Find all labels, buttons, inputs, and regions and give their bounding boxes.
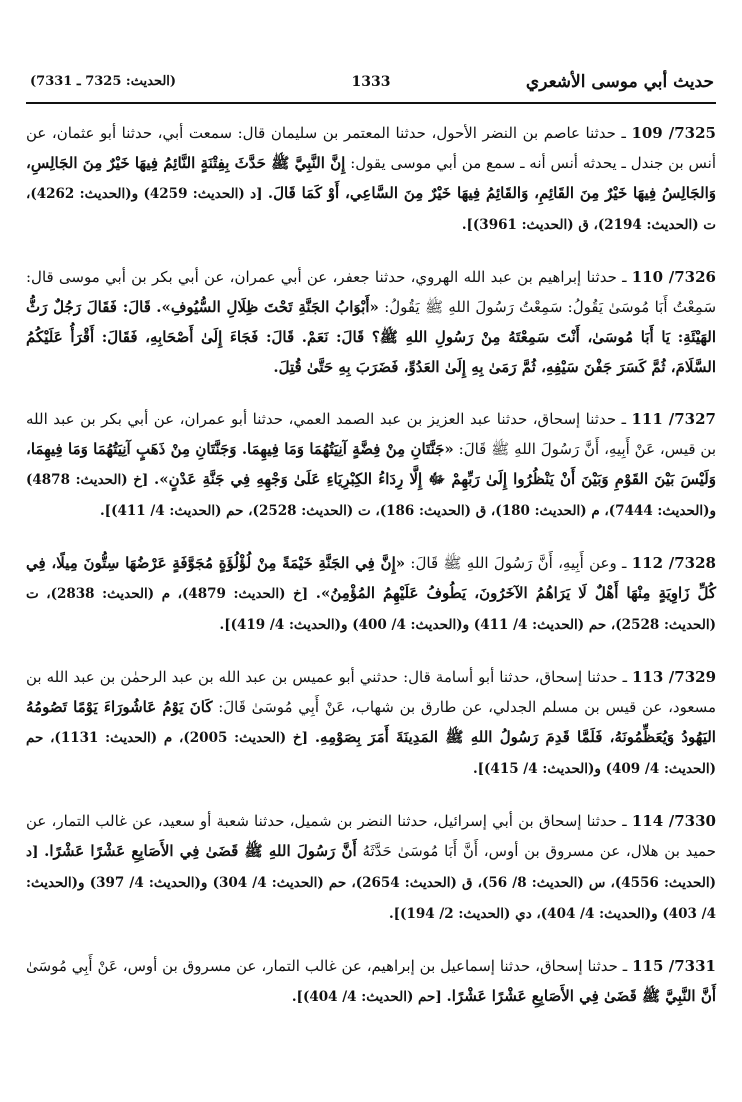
hadith-number: 7330/ 114 <box>631 812 716 830</box>
hadith-isnad: ـ وعن أَبِيهِ، أَنَّ رَسُولَ اللهِ ﷺ قَالَ: <box>410 554 627 572</box>
hadith-number: 7328/ 112 <box>631 554 716 572</box>
hadith-entry <box>26 404 716 526</box>
hadith-references: [خ (الحديث: 4879)، م (الحديث: 2838)، ت (الحديث: 2528)، حم (الحديث: 4/ 411) و(الحديث: 4/ 400) و(الحديث: 4/ 419)]. <box>26 586 716 633</box>
hadith-quote: «إِنَّ فِي الجَنَّةِ خَيْمَةً مِنْ لُؤْلُؤَةٍ مُجَوَّفَةٍ عَرْضُهَا سِتُّونَ مِيلًا، فِي كُلِّ زَاوِيَةٍ مِنْهَا أَهْلٌ لَا يَرَاهُمُ الآخَرُونَ، يَطُوفُ عَلَيْهِمُ المُؤْمِنُ». <box>26 554 716 602</box>
hadith-isnad: ـ حدثنا عاصم بن النضر الأحول، حدثنا المعتمر بن سليمان قال: سمعت أبي، حدثنا أبو عثمان، عن أنس بن جندل ـ يحدثه أنس أنه ـ سمع من أبي موسى يقول: <box>26 124 716 172</box>
hadith-matn: أَنَّ رَسُولَ اللهِ ﷺ قَضَىٰ فِي الأَصَابِعِ عَشْرًا عَشْرًا. <box>44 842 357 860</box>
hadith-entry <box>26 118 716 240</box>
hadith-matn: كَانَ يَوْمُ عَاشُورَاءَ يَوْمًا تَصُومُهُ اليَهُودُ وَيُعَظِّمُونَهُ، فَلَمَّا قَدِمَ رَسُولُ اللهِ ﷺ المَدِينَةَ أَمَرَ بِصَوْمِهِ. <box>26 698 716 746</box>
page-header <box>26 70 716 104</box>
hadith-quote: «أَبْوَابُ الجَنَّةِ تَحْتَ ظِلَالِ السُّيُوفِ». <box>156 298 379 316</box>
hadith-list <box>26 118 716 1034</box>
hadith-number: 7329/ 113 <box>632 668 717 686</box>
hadith-isnad: ـ حدثنا إسحاق، حدثنا إسماعيل بن إبراهيم، عن غالب التمار، عن مسروق بن أوس، عَنْ أَبِي مُوسَىٰ <box>26 957 628 975</box>
hadith-isnad: ـ حدثنا إسحاق بن أبي إسرائيل، حدثنا النضر بن شميل، حدثنا شعبة أو سعيد، عن غالب التمار، عن حميد بن هلال، عن مسروق بن أوس، أَنَّ أَبَا مُوسَىٰ حَدَّثَهُ <box>26 812 716 860</box>
hadith-number: 7325/ 109 <box>631 124 716 142</box>
hadith-references: [د (الحديث: 4556)، س (الحديث: 8/ 56)، ق (الحديث: 2654)، حم (الحديث: 4/ 304) و(الحديث: 4/ 397) و(الحديث: 4/ 403) و(الحديث: 4/ 404)، دي (الحديث: 2/ 194)]. <box>26 844 717 922</box>
hadith-entry <box>26 806 716 929</box>
hadith-entry <box>26 548 716 640</box>
book-page <box>26 0 716 1102</box>
hadith-quote: «جَنَّتَانِ مِنْ فِضَّةٍ آنِيَتُهُمَا وَمَا فِيهِمَا. وَجَنَّتَانِ مِنْ ذَهَبٍ آنِيَتُهُمَا وَمَا فِيهِمَا، وَلَيْسَ بَيْنَ القَوْمِ وَبَيْنَ أَنْ يَنْظُرُوا إِلَىٰ رَبِّهِمْ ﷻ إِلَّا رِدَاءُ الكِبْرِيَاءِ عَلَىٰ وَجْهِهِ فِي جَنَّةِ عَدْنٍ». <box>26 440 716 488</box>
chapter-title: حديث أبي موسى الأشعري <box>525 72 714 92</box>
hadith-matn: إِنَّ النَّبِيَّ ﷺ حَدَّثَ بِفِتْنَةٍ النَّائِمُ فِيهَا خَيْرٌ مِنَ الجَالِسِ، وَالجَالِسُ فِيهَا خَيْرٌ مِنَ القَائِمِ، وَالقَائِمُ فِيهَا خَيْرٌ مِنَ السَّاعِي، أَوْ كَمَا قَالَ. <box>26 154 716 202</box>
hadith-entry <box>26 662 716 784</box>
hadith-entry <box>26 262 716 382</box>
page-number: 1333 <box>351 74 391 90</box>
hadith-entry <box>26 951 716 1012</box>
hadith-isnad: ـ حدثنا إسحاق، حدثنا عبد العزيز بن عبد الصمد العمي، حدثنا أبو عمران، عن أبي بكر بن عبد الله بن قيس، عَنْ أَبِيهِ، أَنَّ رَسُولَ اللهِ ﷺ قَالَ: <box>26 410 716 458</box>
hadith-references: [حم (الحديث: 4/ 404)]. <box>291 989 442 1005</box>
hadith-number: 7326/ 110 <box>631 268 716 286</box>
hadith-references: [د (الحديث: 4259) و(الحديث: 4262)، ت (الحديث: 2194)، ق (الحديث: 3961)]. <box>26 186 716 233</box>
hadith-range: (الحديث: 7325 ـ 7331) <box>30 74 177 89</box>
hadith-matn: قَالَ: فَقَالَ رَجُلٌ رَثُّ الهَيْئَةِ: يَا أَبَا مُوسَىٰ، أَنْتَ سَمِعْتَهُ مِنْ رَسُولِ اللهِ ﷺ؟ قَالَ: نَعَمْ. قَالَ: فَجَاءَ إِلَىٰ أَصْحَابِهِ، فَقَالَ: أَقْرَأُ عَلَيْكُمُ السَّلَامَ، ثُمَّ كَسَرَ جَفْنَ سَيْفِهِ، ثُمَّ رَمَىٰ بِهِ إِلَىٰ العَدُوِّ، فَضَرَبَ بِهِ حَتَّىٰ قُتِلَ. <box>26 298 716 376</box>
hadith-isnad: ـ حدثنا إسحاق، حدثنا أبو أسامة قال: حدثني أبو عميس بن عبد الله بن عبد الرحمٰن بن عبد الله بن مسعود، عن قيس بن مسلم الجدلي، عن طارق بن شهاب، عَنْ أَبِي مُوسَىٰ قَالَ: <box>26 668 716 716</box>
hadith-matn: أَنَّ النَّبِيَّ ﷺ قَضَىٰ فِي الأَصَابِعِ عَشْرًا عَشْرًا. <box>446 987 716 1005</box>
hadith-number: 7331/ 115 <box>632 957 716 975</box>
hadith-references: [خ (الحديث: 2005)، م (الحديث: 1131)، حم (الحديث: 4/ 409) و(الحديث: 4/ 415)]. <box>26 730 716 777</box>
hadith-references: [خ (الحديث: 4878) و(الحديث: 7444)، م (الحديث: 180)، ق (الحديث: 186)، ت (الحديث: 2528)، حم (الحديث: 4/ 411)]. <box>26 472 716 519</box>
hadith-isnad: ـ حدثنا إبراهيم بن عبد الله الهروي، حدثنا جعفر، عن أبي عمران، عن أبي بكر بن أبي موسى قال: سَمِعْتُ أَبَا مُوسَىٰ يَقُولُ: سَمِعْتُ رَسُولَ اللهِ ﷺ يَقُولُ: <box>26 268 717 316</box>
hadith-number: 7327/ 111 <box>631 410 716 428</box>
